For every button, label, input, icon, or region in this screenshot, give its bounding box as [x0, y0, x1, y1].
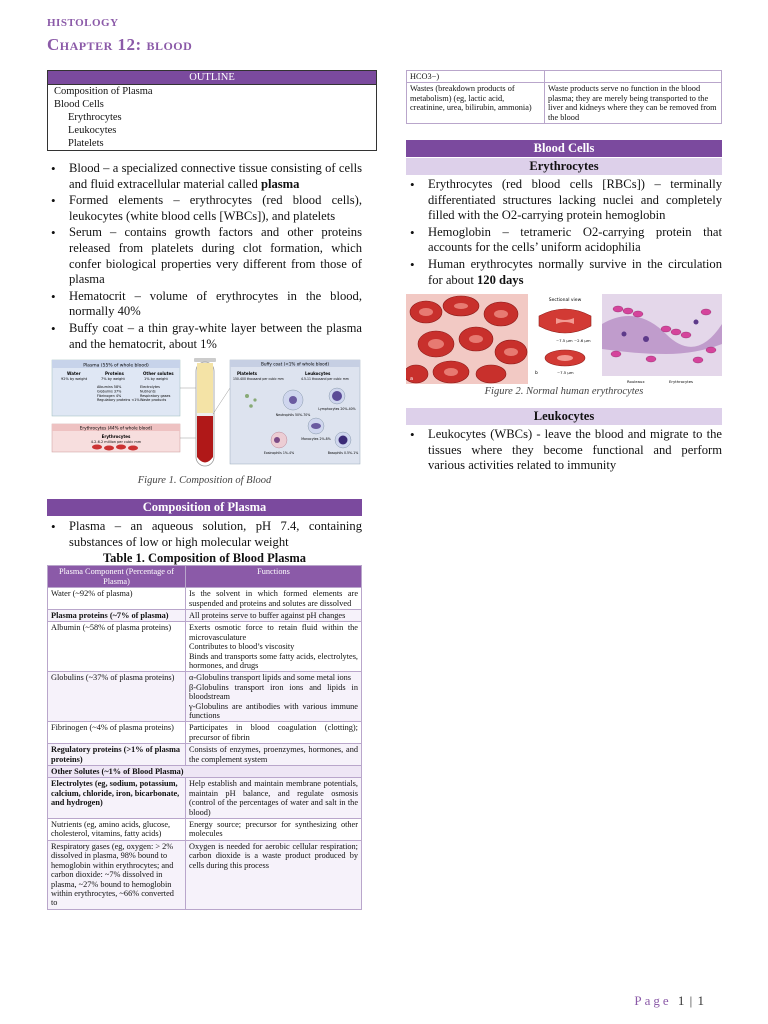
- table1-title: Table 1. Composition of Blood Plasma: [102, 551, 307, 566]
- fig2-label-a: a: [410, 376, 414, 383]
- plasma-box-label: Plasma (55% of whole blood): [83, 363, 149, 369]
- dim-label-1: ~7.5 µm: [556, 338, 573, 344]
- erythrocytes-bullet-list: [406, 177, 722, 288]
- hco3-cell: HCO3−): [407, 71, 545, 83]
- table-row: [48, 588, 362, 610]
- function-cell: All proteins serve to buffer against pH changes: [186, 609, 362, 621]
- leukocytes-label: Leukocytes: [305, 371, 331, 377]
- function-cell: Oxygen is needed for aerobic cellular respiration; carbon dioxide is a waste product produced by cells during this process: [186, 840, 362, 909]
- component-cell: Regulatory proteins (>1% of plasma proteins): [48, 744, 186, 766]
- plasma-composition-table: [47, 565, 362, 909]
- eosinophils-label: Eosinophils 1%-4%: [263, 451, 295, 456]
- component-cell: Nutrients (eg, amino acids, glucose, cholesterol, vitamins, fatty acids): [48, 819, 186, 841]
- function-cell: Energy source; precursor for synthesizing other molecules: [186, 819, 362, 841]
- page-number: 1 | 1: [677, 993, 705, 1008]
- proteins-list: Albumins 58% Globulins 37% Fibrinogen 4% Regulatory proteins <1%: [97, 385, 140, 403]
- component-cell: Fibrinogen (~4% of plasma proteins): [48, 722, 186, 744]
- erythrocyte-label: Erythrocytes: [101, 434, 131, 440]
- outline-item: Platelets: [68, 138, 104, 149]
- figure1-caption: Figure 1. Composition of Blood: [137, 475, 272, 487]
- platelets-label: Platelets: [237, 371, 258, 377]
- right-column: [406, 70, 722, 475]
- component-cell: Globulins (~37% of plasma proteins): [48, 672, 186, 722]
- figure-erythrocytes: [406, 294, 722, 384]
- monocytes-label: Monocytes 2%-8%: [301, 437, 331, 442]
- subject-label: HISTOLOGY: [47, 17, 119, 29]
- proteins-sub: 7% by weight: [101, 377, 125, 382]
- figure2-caption: Figure 2. Normal human erythrocytes: [484, 386, 644, 398]
- intro-bullet-list: [47, 161, 362, 352]
- composition-heading: Composition of Plasma: [47, 499, 362, 516]
- outline-item: Leukocytes: [68, 125, 117, 136]
- chapter-title: Chapter 12: blood: [47, 35, 193, 54]
- function-cell: Is the solvent in which formed elements are suspended and proteins and solutes are dissolved: [186, 588, 362, 610]
- bullet-item: • Buffy coat – a thin gray-white layer between the plasma and the hematocrit, about 1%: [47, 321, 362, 352]
- table-col-functions: Functions: [186, 566, 362, 588]
- table-row: [48, 609, 362, 621]
- table-row: [48, 722, 362, 744]
- component-cell: Albumin (~58% of plasma proteins): [48, 622, 186, 672]
- lymphocytes-label: Lymphocytes 20%-40%: [318, 407, 356, 412]
- erythrocytes-heading: Erythrocytes: [406, 158, 722, 175]
- dim-label-3: ~7.5 µm: [557, 370, 574, 376]
- buffy-box-label: Buffy coat (<1% of whole blood): [260, 361, 330, 367]
- component-cell: Respiratory gases (eg, oxygen: > 2% dissolved in plasma, 98% bound to hemoglobin within erythrocytes; and carbon dioxide: ~7% dissolved in plasma, ~27% bound to hemoglobin within erythrocytes, ~66% converted to: [48, 840, 186, 909]
- function-cell: Exerts osmotic force to retain fluid within the microvasculature Contributes to blood’s viscosity Binds and transports some fatty acids, electrolytes, hormones, and drugs: [186, 622, 362, 672]
- proteins-label: Proteins: [105, 371, 124, 377]
- table-row: [48, 622, 362, 672]
- page-label: Page: [634, 993, 672, 1008]
- solutes-sub: 1% by weight: [144, 377, 168, 382]
- erythrocyte-sub: 4.2-6.2 million per cubic mm: [90, 440, 142, 445]
- bullet-item: • Leukocytes (WBCs) - leave the blood and migrate to the tissues where they become functional and perform various activities related to immunity: [406, 427, 722, 474]
- neutrophils-label: Neutrophils 50%-70%: [275, 413, 311, 418]
- outline-item: Composition of Plasma: [54, 86, 153, 97]
- table-row: [48, 840, 362, 909]
- left-column: [47, 70, 362, 910]
- bullet-item: • Formed elements – erythrocytes (red blood cells), leukocytes (white blood cells [WBCs]), and platelets: [47, 193, 362, 224]
- sectional-view-label: Sectional view: [548, 298, 582, 304]
- table-row: [48, 819, 362, 841]
- component-cell: Electrolytes (eg, sodium, potassium, calcium, chloride, iron, bicarbonate, and hydrogen): [48, 778, 186, 819]
- rouleaux-label: Rouleaux: [627, 379, 645, 385]
- erythrocytes-fig-label: Erythrocytes: [669, 379, 694, 385]
- basophils-label: Basophils 0.5%-1%: [327, 451, 359, 456]
- table-row: [48, 766, 362, 778]
- fig2-label-b: b: [535, 371, 538, 377]
- function-cell: α-Globulins transport lipids and some metal ions β-Globulins transport iron ions and lipids in bloodstream γ-Globulins are antibodies with various immune functions: [186, 672, 362, 722]
- table-col-component: Plasma Component (Percentage of Plasma): [48, 566, 186, 588]
- outline-title: OUTLINE: [48, 71, 376, 85]
- bullet-item: • Blood – a specialized connective tissue consisting of cells and fluid extracellular material called plasma: [47, 161, 362, 192]
- leukocytes-bullet-list: [406, 427, 722, 474]
- hco3-function-cell: [545, 71, 722, 83]
- platelets-sub: 150-400 thousand per cubic mm: [233, 377, 284, 382]
- erythrocytes-illustration: [406, 294, 722, 384]
- function-cell: Participates in blood coagulation (clotting); precursor of fibrin: [186, 722, 362, 744]
- component-cell: Plasma proteins (~7% of plasma): [48, 609, 186, 621]
- bullet-item: • Serum – contains growth factors and other proteins released from platelets during clot formation, which confer biological properties very different from those of plasma: [47, 225, 362, 287]
- blood-cells-heading: Blood Cells: [406, 140, 722, 157]
- leukocytes-sub: 4.5-11 thousand per cubic mm: [301, 377, 349, 382]
- water-sub: 92% by weight: [61, 377, 88, 382]
- solutes-list: Electrolytes Nutrients Respiratory gases Waste products: [140, 385, 171, 403]
- outline-list: [48, 85, 376, 150]
- figure-composition-of-blood: [47, 358, 362, 476]
- outline-box: [47, 70, 377, 151]
- component-cell: Water (~92% of plasma): [48, 588, 186, 610]
- table-row: [48, 672, 362, 722]
- wastes-cell: Wastes (breakdown products of metabolism) (eg, lactic acid, creatinine, urea, bilirubin, ammonia): [407, 83, 545, 124]
- erythrocyte-box-label: Erythrocytes (44% of whole blood): [79, 425, 153, 431]
- table-row: [48, 744, 362, 766]
- wastes-function-cell: Waste products serve no function in the blood plasma; they are merely being transported to the liver and kidneys where they can be removed from the blood: [545, 83, 722, 124]
- composition-bullet-list: [47, 519, 362, 550]
- blood-composition-illustration: [47, 358, 362, 476]
- table-row: [48, 778, 362, 819]
- bullet-item: • Hematocrit – volume of erythrocytes in the blood, normally 40%: [47, 289, 362, 320]
- function-cell: Consists of enzymes, proenzymes, hormones, and the complement system: [186, 744, 362, 766]
- outline-item: Blood Cells: [54, 99, 104, 110]
- leukocytes-heading: Leukocytes: [406, 408, 722, 425]
- function-cell: Help establish and maintain membrane potentials, maintain pH balance, and regulate osmosis (control of the percentages of water and salt in the blood): [186, 778, 362, 819]
- page-footer: [634, 993, 705, 1009]
- solutes-label: Other solutes: [143, 371, 174, 377]
- water-label: Water: [67, 371, 81, 377]
- bullet-item: • Hemoglobin – tetrameric O2-carrying protein that accounts for the cells’ uniform acidophilia: [406, 225, 722, 256]
- outline-item: Erythrocytes: [68, 112, 122, 123]
- dim-label-2: ~2.6 µm: [574, 338, 591, 344]
- bullet-item: • Human erythrocytes normally survive in the circulation for about 120 days: [406, 257, 722, 288]
- bullet-item: • Erythrocytes (red blood cells [RBCs]) – terminally differentiated structures lacking nuclei and completely filled with the O2-carrying protein hemoglobin: [406, 177, 722, 224]
- composition-bullet: • Plasma – an aqueous solution, pH 7.4, containing substances of low or high molecular weight: [47, 519, 362, 550]
- table-section-cell: Other Solutes (~1% of Blood Plasma): [48, 766, 362, 778]
- plasma-table-continuation: [406, 70, 722, 124]
